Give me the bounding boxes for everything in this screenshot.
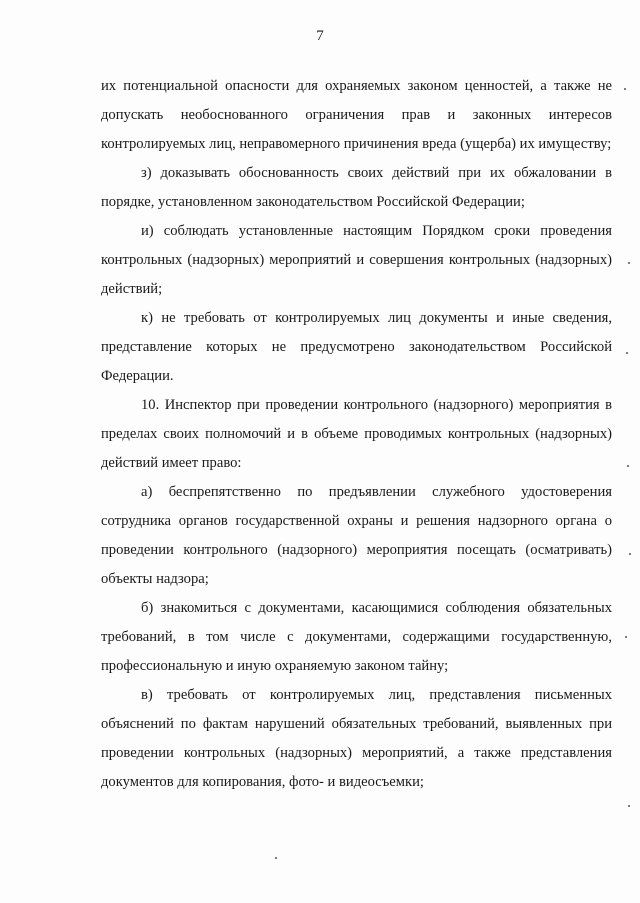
paragraph-item-b: б) знакомиться с документами, касающимися соблюдения обязательных требований, в том числе с документами, содержащими государственную, профессиональную и иную охраняемую законом тайну; — [101, 600, 612, 674]
paragraph-section-10: 10. Инспектор при проведении контрольного (надзорного) мероприятия в пределах своих полномочий и в объеме проводимых контрольных (надзорных) действий имеет право: — [101, 397, 612, 471]
document-body — [101, 72, 612, 797]
scan-speck — [629, 553, 631, 555]
scan-speck — [628, 805, 630, 807]
paragraph-item-i: и) соблюдать установленные настоящим Порядком сроки проведения контрольных (надзорных) мероприятий и совершения контрольных (надзорных) действий; — [101, 223, 612, 297]
scan-speck — [624, 88, 626, 90]
scan-speck — [625, 636, 627, 638]
paragraph-item-k: к) не требовать от контролируемых лиц документы и иные сведения, представление которых не предусмотрено законодательством Российской Федерации. — [101, 310, 612, 384]
scan-speck — [627, 465, 629, 467]
paragraph-continuation: их потенциальной опасности для охраняемых законом ценностей, а также не допускать необоснованного ограничения прав и законных интересов контролируемых лиц, неправомерного причинения вреда (ущерба) их имуществу; — [101, 78, 612, 152]
page-number: 7 — [316, 28, 324, 44]
paragraph-item-a: а) беспрепятственно по предъявлении служебного удостоверения сотрудника органов государственной охраны и решения надзорного органа о проведении контрольного (надзорного) мероприятия посещать (осматривать) объекты надзора; — [101, 484, 612, 587]
scan-speck — [628, 262, 630, 264]
paragraph-item-z: з) доказывать обоснованность своих действий при их обжаловании в порядке, установленном законодательством Российской Федерации; — [101, 165, 612, 210]
scan-speck — [275, 857, 277, 859]
paragraph-item-v: в) требовать от контролируемых лиц, представления письменных объяснений по фактам нарушений обязательных требований, выявленных при проведении контрольных (надзорных) мероприятий, а также представления документов для копирования, фото- и видеосъемки; — [101, 687, 612, 790]
scan-speck — [626, 352, 628, 354]
